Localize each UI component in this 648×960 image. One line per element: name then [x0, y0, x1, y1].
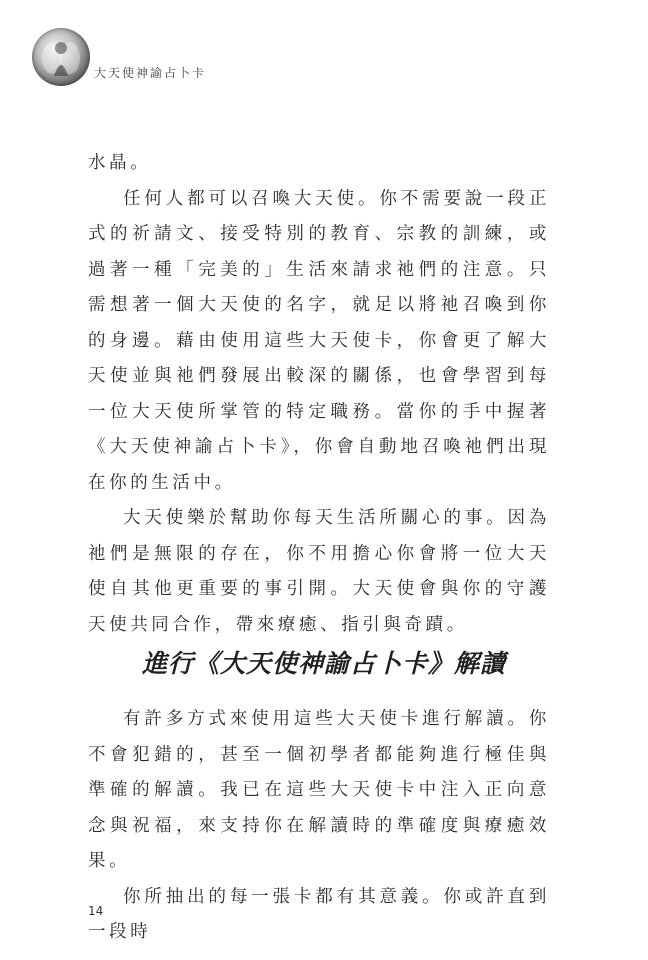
header-title: 大天使神諭占卜卡 [94, 66, 207, 80]
running-header [32, 28, 432, 92]
section-intro-text [88, 146, 550, 643]
paragraph: 水晶。 [88, 153, 152, 173]
paragraph: 有許多方式來使用這些大天使卡進行解讀。你不會犯錯的，甚至一個初學者都能夠進行極佳與準確的解讀。我已在這些大天使卡中注入正向意念與祝福，來支持你在解讀時的準確度與療癒效果。 [88, 709, 550, 871]
paragraph: 大天使樂於幫助你每天生活所關心的事。因為祂們是無限的存在，你不用擔心你會將一位大天使自其他更重要的事引開。大天使會與你的守護天使共同合作，帶來療癒、指引與奇蹟。 [88, 508, 550, 635]
angel-medallion-icon [32, 28, 90, 86]
page-number: 14 [88, 904, 104, 918]
section-heading: 進行《大天使神諭占卜卡》解讀 [141, 649, 506, 678]
paragraph: 任何人都可以召喚大天使。你不需要說一段正式的祈請文、接受特別的教育、宗教的訓練，或過著一種「完美的」生活來請求祂們的注意。只需想著一個大天使的名字，就足以將祂召喚到你的身邊。藉由使用這些大天使卡，你會更了解大天使並與祂們發展出較深的關係，也會學習到每一位大天使所掌管的特定職務。當你的手中握著《大天使神諭占卜卡》，你會自動地召喚祂們出現在你的生活中。 [88, 188, 550, 493]
section-reading-text [88, 702, 550, 951]
paragraph: 你所抽出的每一張卡都有其意義。你或許直到一段時 [88, 886, 550, 942]
angel-figure-icon [32, 28, 90, 86]
